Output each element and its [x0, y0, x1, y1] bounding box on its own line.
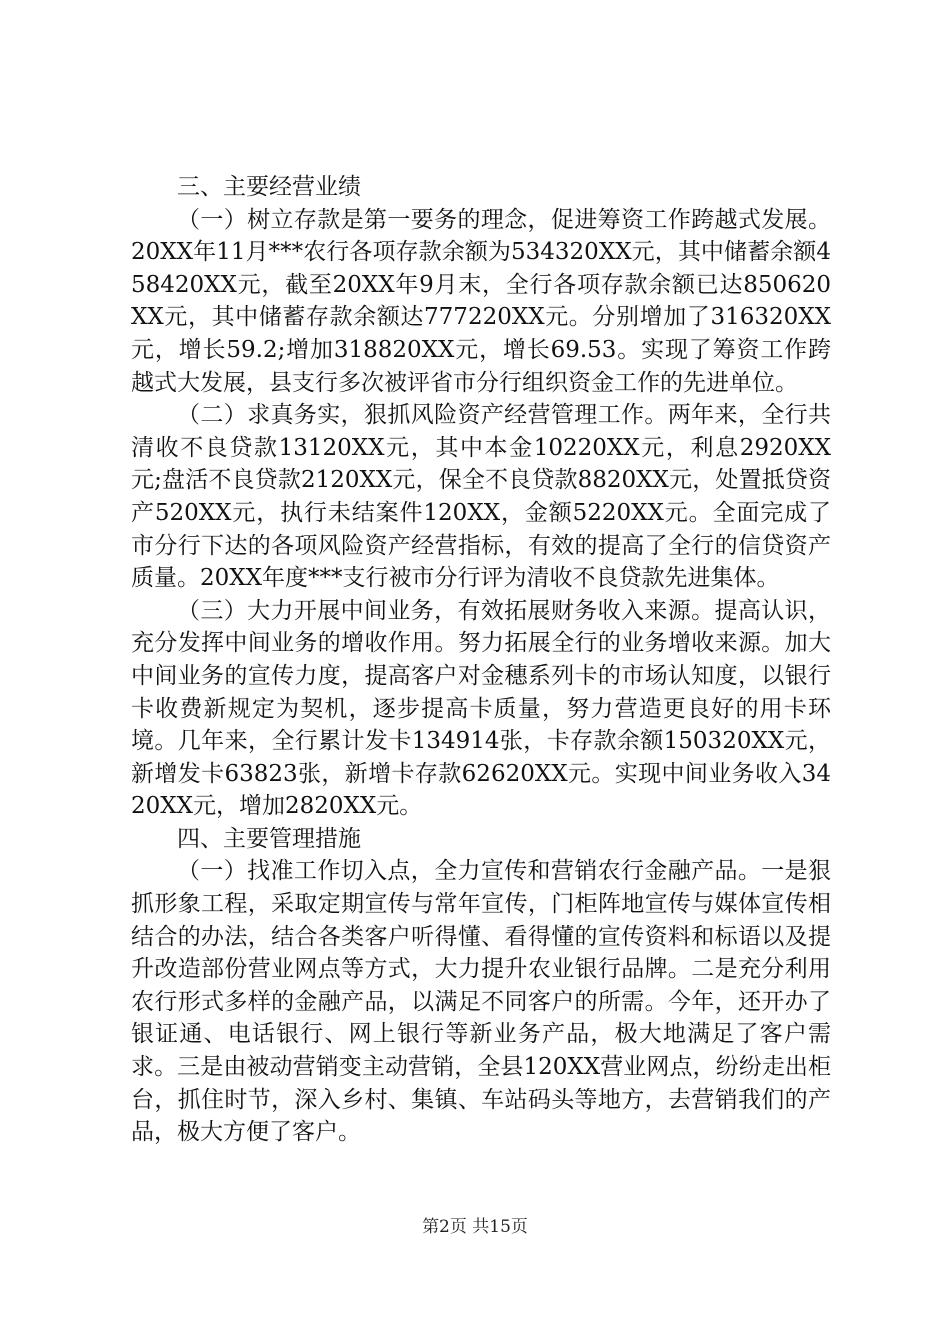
paragraph-marketing: （一）找准工作切入点，全力宣传和营销农行金融产品。一是狠抓形象工程，采取定期宣传与常年宣传，门柜阵地宣传与媒体宣传相结合的办法，结合各类客户听得懂、看得懂的宣传资料和标语以及提升改造部份营业网点等方式，大力提升农业银行品牌。二是充分利用农行形式多样的金融产品，以满足不同客户的所需。今年，还开办了银证通、电话银行、网上银行等新业务产品，极大地满足了客户需求。三是由被动营销变主动营销，全县120XX营业网点，纷纷走出柜台，抓住时节，深入乡村、集镇、车站码头等地方，去营销我们的产品，极大方便了客户。	[131, 858, 831, 1146]
paragraph-deposits: （一）树立存款是第一要务的理念，促进筹资工作跨越式发展。20XX年11月***农行各项存款余额为534320XX元，其中储蓄余额458420XX元，截至20XX年9月末，全行各项存款余额已达850620XX元，其中储蓄存款余额达777220XX元。分别增加了316320XX元，增长59.2;增加318820XX元，增长69.53。实现了筹资工作跨越式大发展，县支行多次被评省市分行组织资金工作的先进单位。	[131, 206, 831, 396]
paragraph-intermediate-business: （三）大力开展中间业务，有效拓展财务收入来源。提高认识，充分发挥中间业务的增收作用。努力拓展全行的业务增收来源。加大中间业务的宣传力度，提高客户对金穗系列卡的市场认知度，以银行卡收费新规定为契机，逐步提高卡质量，努力营造更良好的用卡环境。几年来，全行累计发卡134914张，卡存款余额150320XX元，新增发卡63823张，新增卡存款62620XX元。实现中间业务收入3420XX元，增加2820XX元。	[131, 597, 831, 820]
paragraph-risk-assets: （二）求真务实，狠抓风险资产经营管理工作。两年来，全行共清收不良贷款13120XX元，其中本金10220XX元，利息2920XX元;盘活不良贷款2120XX元，保全不良贷款8820XX元，处置抵贷资产520XX元，执行未结案件120XX，金额5220XX元。全面完成了市分行下达的各项风险资产经营指标，有效的提高了全行的信贷资产质量。20XX年度***支行被市分行评为清收不良贷款先进集体。	[131, 402, 831, 592]
page-number-footer: 第2页 共15页	[422, 1217, 528, 1237]
document-body	[131, 171, 831, 1149]
section-heading-management-measures: 四、主要管理措施	[177, 825, 361, 852]
section-heading-main-results: 三、主要经营业绩	[177, 174, 361, 200]
